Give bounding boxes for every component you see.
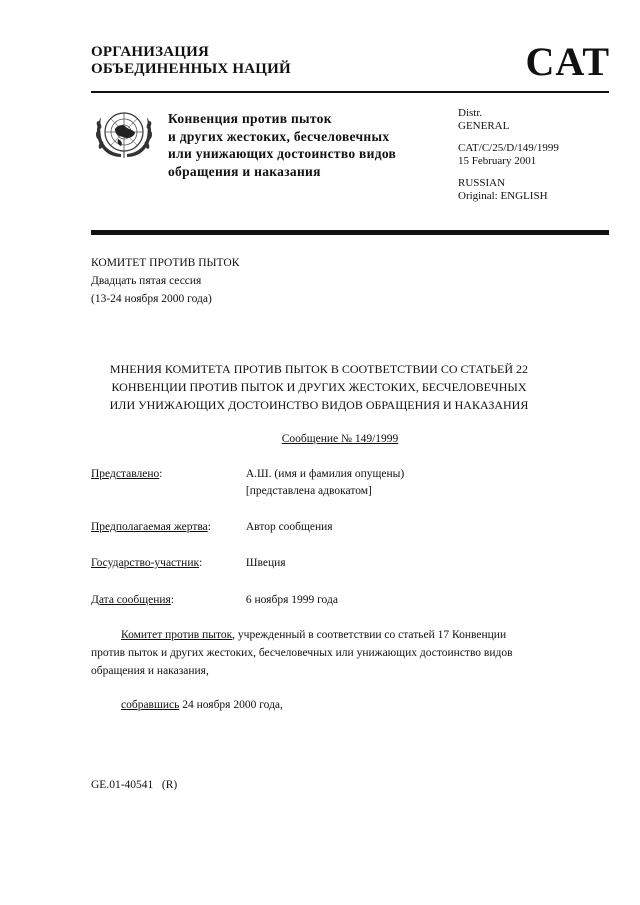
committee-dates: (13-24 ноября 2000 года)	[91, 293, 212, 305]
communication-number	[90, 431, 590, 447]
paragraph-line: против пыток и других жестоких, бесчеловечных или унижающих достоинство видов	[91, 647, 513, 659]
paragraph-line: Комитет против пыток, учрежденный в соответствии со статьей 17 Конвенции	[121, 629, 507, 641]
body-paragraph-1	[91, 626, 571, 680]
field-value-line: Швеция	[245, 557, 286, 569]
field-label: Представлено:	[91, 468, 163, 480]
main-heading-line: КОНВЕНЦИИ ПРОТИВ ПЫТОК И ДРУГИХ ЖЕСТОКИХ, БЕСЧЕЛОВЕЧНЫХ	[111, 380, 527, 394]
distribution-block	[458, 107, 559, 202]
communication-number-text: Сообщение № 149/1999	[281, 433, 399, 445]
field-label: Государство-участник:	[91, 557, 203, 569]
body-paragraph-2	[91, 696, 571, 714]
field-value	[246, 466, 404, 500]
committee-block	[91, 254, 239, 308]
org-name-line-1: ОРГАНИЗАЦИЯ	[91, 44, 210, 60]
document-symbol: CAT/C/25/D/149/1999	[458, 142, 559, 154]
main-heading	[40, 360, 598, 414]
convention-title-line: обращения и наказания	[168, 163, 321, 179]
field-value-line: 6 ноября 1999 года	[245, 594, 338, 606]
job-number: GE.01-40541 (R)	[91, 779, 178, 791]
header-divider	[91, 91, 609, 93]
committee-name: КОМИТЕТ ПРОТИВ ПЫТОК	[91, 257, 240, 269]
field-row-state-party	[91, 555, 286, 572]
main-heading-line: ИЛИ УНИЖАЮЩИХ ДОСТОИНСТВО ВИДОВ ОБРАЩЕНИЯ И НАКАЗАНИЯ	[109, 398, 529, 412]
field-row-submitted-by	[91, 466, 404, 500]
field-label: Предполагаемая жертва:	[91, 521, 211, 533]
un-emblem-icon	[93, 105, 155, 161]
org-name-line-2: ОБЪЕДИНЕННЫХ НАЦИЙ	[91, 61, 291, 77]
field-value-line: А.Ш. (имя и фамилия опущены)	[245, 468, 405, 480]
distr-value: GENERAL	[458, 119, 510, 132]
document-language: RUSSIAN	[458, 177, 506, 189]
field-label: Дата сообщения:	[91, 594, 175, 606]
paragraph-line: обращения и наказания,	[91, 665, 209, 677]
field-value	[246, 519, 333, 536]
header-thick-divider	[91, 230, 609, 235]
distr-label: Distr.	[458, 107, 483, 119]
field-value-line: Автор сообщения	[245, 521, 333, 533]
paragraph-line: собравшись 24 ноября 2000 года,	[121, 699, 283, 711]
field-row-alleged-victim	[91, 519, 333, 536]
main-heading-line: МНЕНИЯ КОМИТЕТА ПРОТИВ ПЫТОК В СООТВЕТСТВИИ СО СТАТЬЕЙ 22	[109, 362, 529, 376]
document-date: 15 February 2001	[458, 154, 537, 167]
convention-title	[168, 110, 396, 180]
convention-title-line: Конвенция против пыток	[168, 111, 332, 126]
organization-name	[91, 44, 291, 78]
field-value	[246, 555, 286, 572]
convention-title-line: или унижающих достоинство видов	[168, 146, 397, 161]
document-series-symbol: CAT	[525, 39, 610, 84]
committee-session: Двадцать пятая сессия	[91, 275, 202, 287]
field-value	[246, 592, 338, 609]
field-value-line: [представлена адвокатом]	[245, 485, 372, 497]
field-row-communication-date	[91, 592, 338, 609]
original-language: Original: ENGLISH	[458, 189, 548, 202]
convention-title-line: и других жестоких, бесчеловечных	[168, 128, 390, 144]
